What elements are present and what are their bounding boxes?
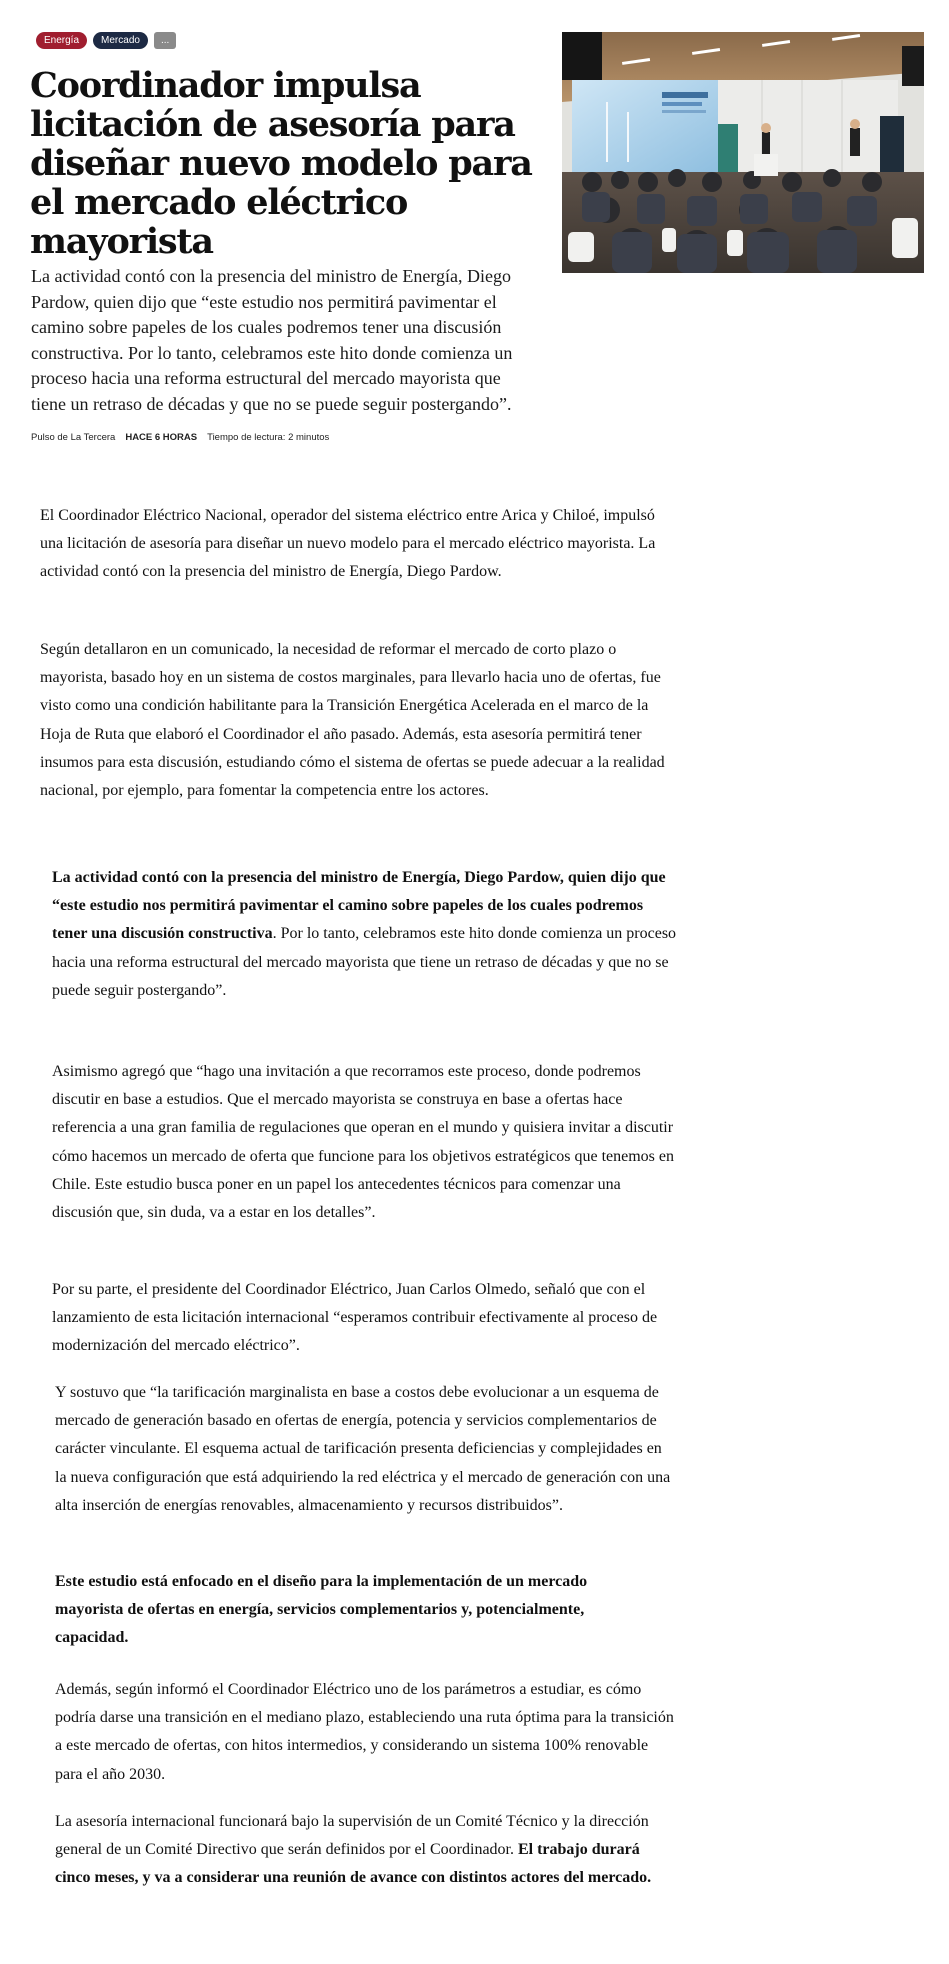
paragraph-9-rest: La asesoría internacional funcionará bajo la supervisión de un Comité Técnico y la dirección general de un Comité Directivo que serán definidos por el Coordinador. xyxy=(55,1813,649,1859)
paragraph-2: Según detallaron en un comunicado, la necesidad de reformar el mercado de corto plazo o mayorista, basado hoy en un sistema de costos marginales, para llevarlo hacia uno de ofertas, fue visto como una condición habilitante para la Transición Energética Acelerada en el marco de la Hoja de Ruta que elaboró el Coordinador el año pasado. Además, esta asesoría permitirá tener insumos para esta discusión, estudiando cómo el sistema de ofertas se puede adecuar a la realidad nacional, por ejemplo, para fomentar la competencia entre los actores. xyxy=(40,641,665,800)
paragraph-7 xyxy=(55,1568,655,1653)
byline-reading-time: Tiempo de lectura: 2 minutos xyxy=(207,432,330,443)
tag-mercado[interactable]: Mercado xyxy=(93,32,148,49)
paragraph-6: Y sostuvo que “la tarificación marginalista en base a costos debe evolucionar a un esquema de mercado de generación basado en ofertas de energía, potencia y servicios complementarios de carácter vinculante. El esquema actual de tarificación presenta deficiencias y complejidades en la nueva configuración que está adquiriendo la red eléctrica y el mercado de generación con una alta inserción de energías renovables, almacenamiento y recursos distribuidos”. xyxy=(55,1384,671,1514)
byline-source[interactable]: Pulso de La Tercera xyxy=(31,432,116,443)
article-byline xyxy=(31,432,329,443)
paragraph-1: El Coordinador Eléctrico Nacional, operador del sistema eléctrico entre Arica y Chiloé, impulsó una licitación de asesoría para diseñar un nuevo modelo para el mercado eléctrico mayorista. La actividad contó con la presencia del ministro de Energía, Diego Pardow. xyxy=(40,507,656,581)
article-tags xyxy=(36,32,176,49)
paragraph-3 xyxy=(52,864,682,1005)
paragraph-8: Además, según informó el Coordinador Eléctrico uno de los parámetros a estudiar, es cómo podría darse una transición en el mediano plazo, estableciendo una ruta óptima para la transición a este mercado de ofertas, con hitos intermedios, y considerando un sistema 100% renovable para el año 2030. xyxy=(55,1681,674,1783)
paragraph-9-highlight: El trabajo durará cinco meses, y va a considerar una reunión de avance con distintos actores del mercado. xyxy=(55,1841,652,1887)
paragraph-7-highlight: Este estudio está enfocado en el diseño para la implementación de un mercado mayorista de ofertas en energía, servicios complementarios y, potencialmente, capacidad. xyxy=(55,1573,588,1647)
conference-photo-illustration xyxy=(562,32,924,273)
hero-photo xyxy=(562,32,924,273)
paragraph-3-rest: . Por lo tanto, celebramos este hito donde comienza un proceso hacia una reforma estructural del mercado mayorista que tiene un retraso de décadas y que no se puede seguir postergando”. xyxy=(52,925,677,999)
article-lead: La actividad contó con la presencia del ministro de Energía, Diego Pardow, quien dijo que “este estudio nos permitirá pavimentar el camino sobre papeles de los cuales podremos tener una discusión constructiva. Por lo tanto, celebramos este hito donde comienza un proceso hacia una reforma estructural del mercado mayorista que tiene un retraso de décadas y que no se puede seguir postergando”. xyxy=(31,266,513,414)
byline-time: HACE 6 HORAS xyxy=(125,432,198,443)
article-title: Coordinador impulsa licitación de asesoría para diseñar nuevo modelo para el mercado eléctrico mayorista xyxy=(30,65,532,262)
paragraph-4: Asimismo agregó que “hago una invitación a que recorramos este proceso, donde podremos discutir en base a estudios. Que el mercado mayorista se construya en base a ofertas hace referencia a una gran familia de regulaciones que operan en el mundo y quisiera invitar a discutir cómo hacemos un mercado de oferta que funcione para los objetivos estratégicos que tenemos en Chile. Este estudio busca poner en un papel los antecedentes técnicos para comenzar una discusión que, sin duda, va a estar en los detalles”. xyxy=(52,1063,674,1222)
paragraph-9 xyxy=(55,1808,675,1893)
paragraph-3-highlight: La actividad contó con la presencia del ministro de Energía, Diego Pardow, quien dijo que “este estudio nos permitirá pavimentar el camino sobre papeles de los cuales podremos tener una discusión constructiva xyxy=(52,869,666,943)
tag-more-button[interactable]: ... xyxy=(154,32,176,49)
tag-energia[interactable]: Energía xyxy=(36,32,87,49)
paragraph-5: Por su parte, el presidente del Coordinador Eléctrico, Juan Carlos Olmedo, señaló que con el lanzamiento de esta licitación internacional “esperamos contribuir efectivamente al proceso de modernización del mercado eléctrico”. xyxy=(52,1281,658,1355)
